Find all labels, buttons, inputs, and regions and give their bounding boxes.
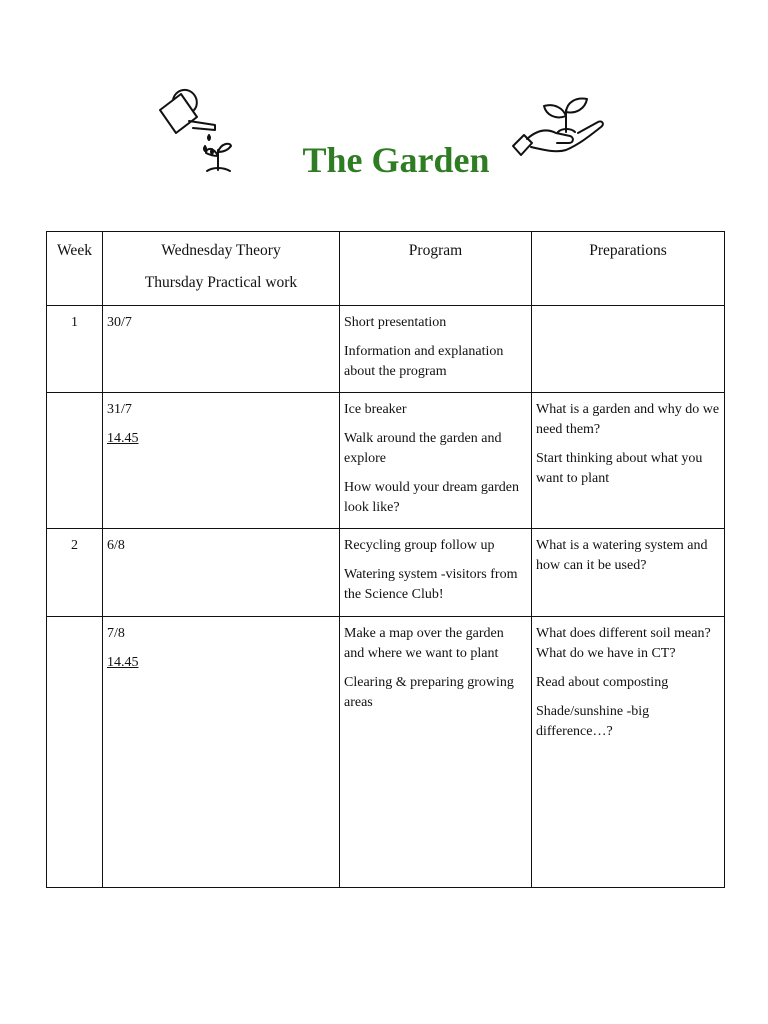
header-program: Program bbox=[340, 232, 532, 306]
page-title-text: The Garden bbox=[302, 140, 490, 180]
preparations-cell bbox=[532, 529, 725, 617]
time-text: 14.45 bbox=[107, 655, 139, 670]
schedule-table bbox=[46, 231, 725, 888]
program-cell bbox=[340, 617, 532, 888]
date-text: 7/8 bbox=[107, 626, 125, 641]
program-cell bbox=[340, 393, 532, 529]
header-day-practical: Thursday Practical work bbox=[144, 274, 298, 291]
header-week: Week bbox=[47, 232, 103, 306]
header-preparations: Preparations bbox=[532, 232, 725, 306]
table-row bbox=[47, 306, 725, 393]
preparation-item: What is a watering system and how can it be used? bbox=[536, 538, 708, 573]
table-row bbox=[47, 617, 725, 888]
preparations-cell bbox=[532, 393, 725, 529]
table-row bbox=[47, 393, 725, 529]
program-item: Clearing & preparing growing areas bbox=[344, 675, 514, 710]
week-cell: 2 bbox=[47, 529, 103, 617]
program-cell bbox=[340, 306, 532, 393]
page-title bbox=[0, 138, 768, 182]
date-text: 31/7 bbox=[107, 402, 132, 417]
time-text: 14.45 bbox=[107, 431, 139, 446]
header-day-theory: Wednesday Theory bbox=[161, 242, 281, 259]
date-text: 30/7 bbox=[107, 315, 132, 330]
program-item: Information and explanation about the program bbox=[344, 344, 504, 379]
program-item: Make a map over the garden and where we want to plant bbox=[344, 626, 504, 661]
table-row bbox=[47, 529, 725, 617]
preparations-cell bbox=[532, 306, 725, 393]
preparation-item: Start thinking about what you want to plant bbox=[536, 451, 703, 486]
program-item: Short presentation bbox=[344, 315, 447, 330]
date-cell bbox=[103, 306, 340, 393]
program-item: How would your dream garden look like? bbox=[344, 480, 519, 515]
program-item: Recycling group follow up bbox=[344, 538, 495, 553]
program-item: Watering system -visitors from the Science Club! bbox=[344, 567, 518, 602]
week-cell: 1 bbox=[47, 306, 103, 393]
date-cell bbox=[103, 529, 340, 617]
preparation-item: Shade/sunshine -big difference…? bbox=[536, 704, 650, 739]
program-item: Ice breaker bbox=[344, 402, 407, 417]
program-cell bbox=[340, 529, 532, 617]
header-days bbox=[103, 232, 340, 306]
header-row bbox=[47, 232, 725, 306]
week-cell bbox=[47, 393, 103, 529]
preparations-cell bbox=[532, 617, 725, 888]
week-cell bbox=[47, 617, 103, 888]
preparation-item: Read about composting bbox=[536, 675, 669, 690]
date-cell bbox=[103, 617, 340, 888]
preparation-item: What does different soil mean? What do we have in CT? bbox=[536, 626, 711, 661]
date-text: 6/8 bbox=[107, 538, 125, 553]
program-item: Walk around the garden and explore bbox=[344, 431, 502, 466]
preparation-item: What is a garden and why do we need them? bbox=[536, 402, 720, 437]
date-cell bbox=[103, 393, 340, 529]
